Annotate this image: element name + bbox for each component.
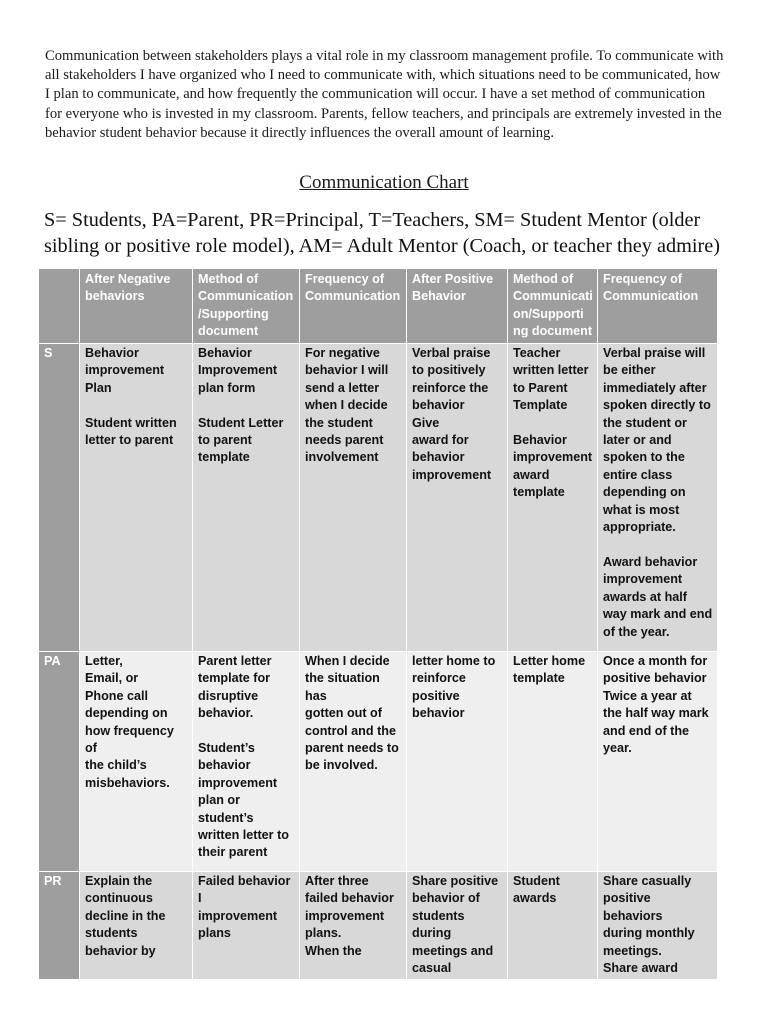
table-cell: Behavior improvement Plan Student written letter to parent <box>80 344 193 652</box>
table-row-students <box>39 344 718 652</box>
row-code: PA <box>39 652 80 872</box>
table-cell: Once a month for positive behavior Twice a year at the half way mark and end of the year. <box>598 652 718 872</box>
table-cell: Failed behavior I improvement plans <box>193 872 300 980</box>
header-negative-frequency: Frequency of Communication <box>300 269 407 344</box>
table-header-row <box>39 269 718 344</box>
row-code: S <box>39 344 80 652</box>
header-corner <box>39 269 80 344</box>
table-cell: For negative behavior I will send a letter when I decide the student needs parent involvement <box>300 344 407 652</box>
table-cell: letter home to reinforce positive behavior <box>407 652 508 872</box>
header-after-negative: After Negative behaviors <box>80 269 193 344</box>
header-negative-method: Method of Communication /Supporting document <box>193 269 300 344</box>
table-cell: After three failed behavior improvement plans. When the <box>300 872 407 980</box>
table-cell: Behavior Improvement plan form Student Letter to parent template <box>193 344 300 652</box>
table-cell: Share casually positive behaviors during monthly meetings. Share award <box>598 872 718 980</box>
table-cell: When I decide the situation has gotten out of control and the parent needs to be involved. <box>300 652 407 872</box>
table-cell: Letter, Email, or Phone call depending on how frequency of the child’s misbehaviors. <box>80 652 193 872</box>
intro-paragraph: Communication between stakeholders plays a vital role in my classroom management profile. To communicate with all stakeholders I have organized who I need to communicate with, which situations need to be communicated, how I plan to communicate, and how frequently the communication will occur. I have a set method of communication for everyone who is invested in my classroom. Parents, fellow teachers, and principals are extremely invested in the behavior student behavior because it directly influences the overall amount of learning. <box>45 48 724 141</box>
table-row-parents <box>39 652 718 872</box>
table-cell: Verbal praise to positively reinforce the behavior Give award for behavior improvement <box>407 344 508 652</box>
table-cell: Letter home template <box>508 652 598 872</box>
header-after-positive: After Positive Behavior <box>407 269 508 344</box>
table-cell: Parent letter template for disruptive behavior. Student’s behavior improvement plan or student’s written letter to their parent <box>193 652 300 872</box>
communication-table <box>38 268 718 980</box>
table-cell: Verbal praise will be either immediately after spoken directly to the student or later or and spoken to the entire class depending on what is most appropriate. Award behavior improvement awards at half way mark and end of the year. <box>598 344 718 652</box>
table-cell: Student awards <box>508 872 598 980</box>
table-cell: Share positive behavior of students during meetings and casual <box>407 872 508 980</box>
row-code: PR <box>39 872 80 980</box>
header-positive-method: Method of Communicati on/Supporti ng document <box>508 269 598 344</box>
table-row-principal <box>39 872 718 980</box>
table-cell: Teacher written letter to Parent Template Behavior improvement award template <box>508 344 598 652</box>
header-positive-frequency: Frequency of Communication <box>598 269 718 344</box>
table-cell: Explain the continuous decline in the students behavior by <box>80 872 193 980</box>
chart-title: Communication Chart <box>299 172 469 193</box>
stakeholder-legend: S= Students, PA=Parent, PR=Principal, T=Teachers, SM= Student Mentor (older sibling or positive role model), AM= Adult Mentor (Coach, or teacher they admire) <box>44 209 721 257</box>
